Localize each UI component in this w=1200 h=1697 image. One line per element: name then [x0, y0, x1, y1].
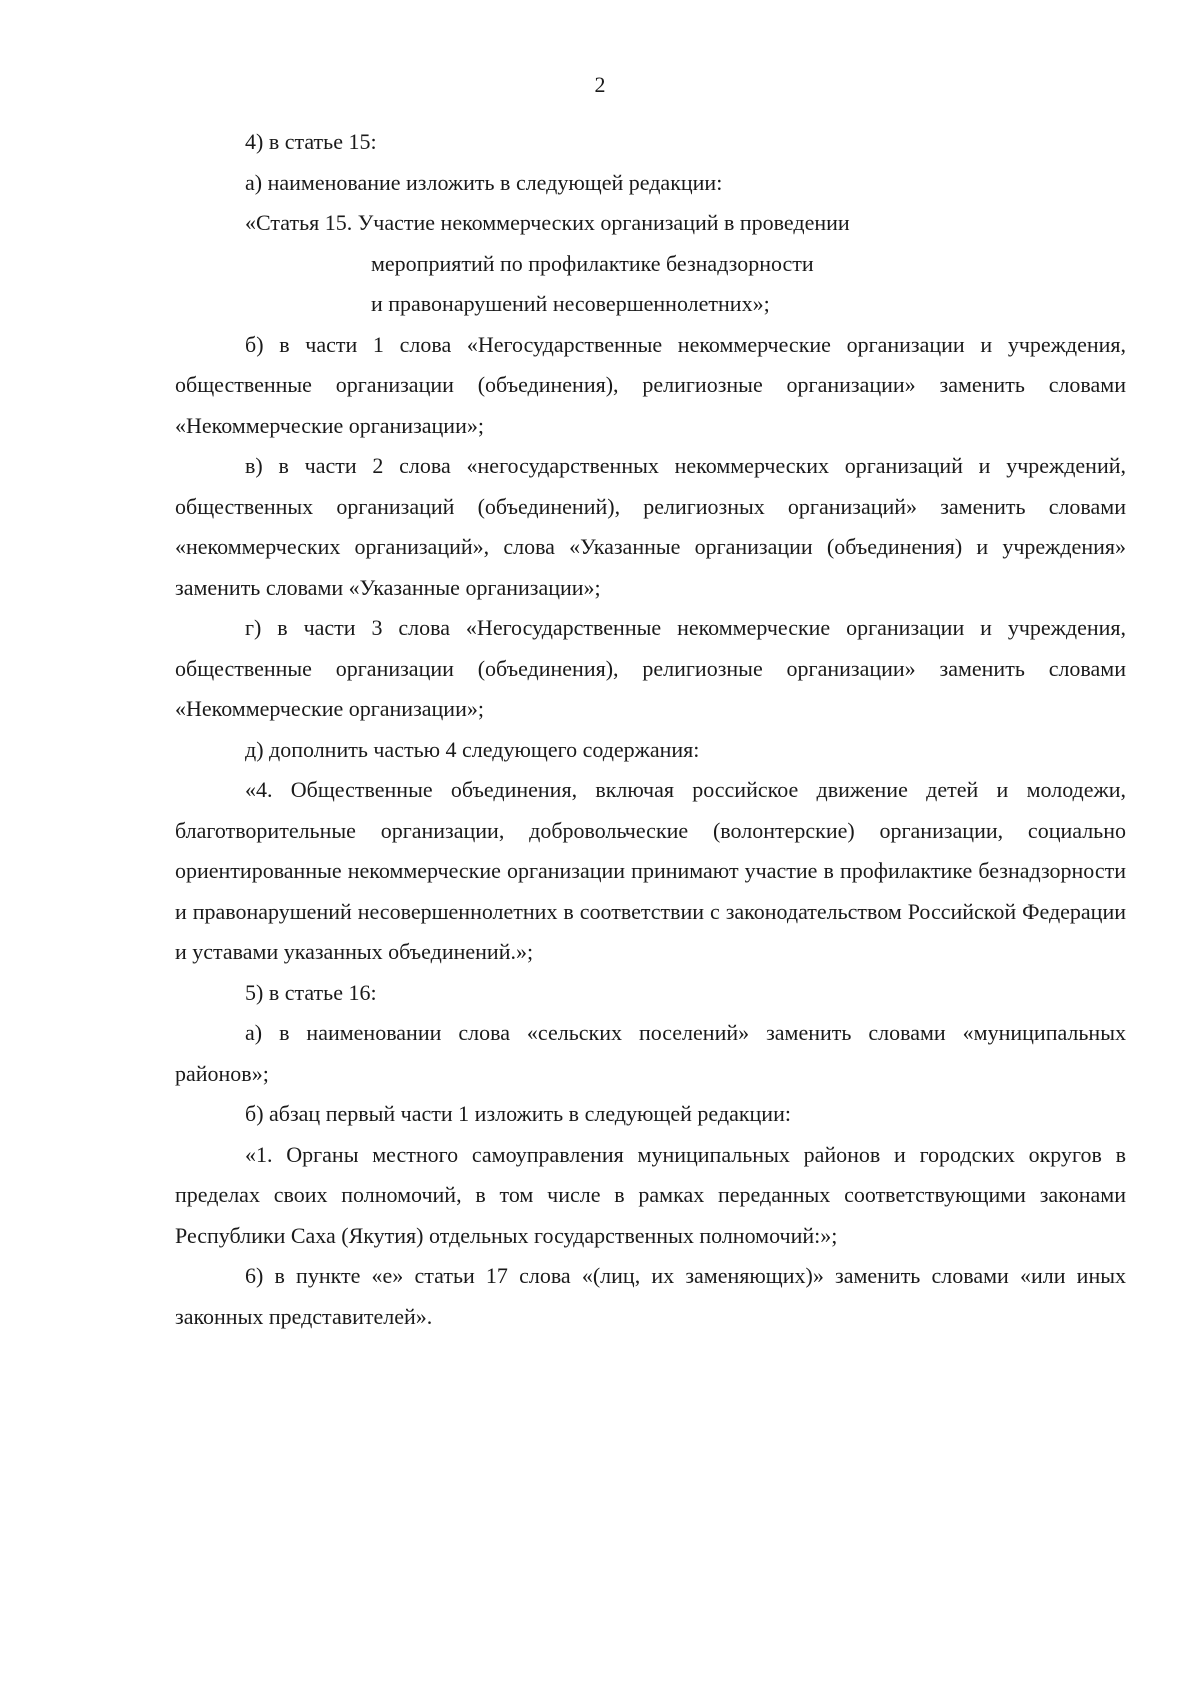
item-6: 6) в пункте «е» статьи 17 слова «(лиц, их заменяющих)» заменить словами «или иных законных представителей».	[175, 1263, 1126, 1329]
item-5: 5) в статье 16:	[245, 979, 377, 1005]
item-4: 4) в статье 15:	[245, 129, 377, 154]
item-4b: б) в части 1 слова «Негосударственные некоммерческие организации и учреждения, общественные организации (объединения), религиозные организации» заменить словами «Некоммерческие организации»;	[175, 331, 1126, 438]
item-5a: а) в наименовании слова «сельских поселений» заменить словами «муниципальных районов»;	[175, 1020, 1126, 1086]
article-title-line-1: «Статья 15. Участие некоммерческих организаций в проведении	[245, 210, 850, 235]
document-body	[175, 122, 1126, 1337]
article-title-line-2: мероприятий по профилактике безнадзорности	[371, 250, 814, 276]
part-1-text: «1. Органы местного самоуправления муниципальных районов и городских округов в пределах своих полномочий, в том числе в рамках переданных соответствующими законами Республики Саха (Якутия) отдельных государственных полномочий:»;	[175, 1141, 1126, 1248]
item-4v: в) в части 2 слова «негосударственных некоммерческих организаций и учреждений, общественных организаций (объединений), религиозных организаций» заменить словами «некоммерческих организаций», слова «Указанные организации (объединения) и учреждения» заменить словами «Указанные организации»;	[175, 453, 1126, 600]
article-title-line-3: и правонарушений несовершеннолетних»;	[371, 291, 770, 316]
item-4g: г) в части 3 слова «Негосударственные некоммерческие организации и учреждения, общественные организации (объединения), религиозные организации» заменить словами «Некоммерческие организации»;	[175, 615, 1126, 721]
page-number: 2	[594, 72, 606, 97]
item-5b: б) абзац первый части 1 изложить в следующей редакции:	[245, 1101, 791, 1126]
item-4d: д) дополнить частью 4 следующего содержания:	[245, 736, 700, 762]
item-4a: а) наименование изложить в следующей редакции:	[245, 169, 723, 195]
part-4-text: «4. Общественные объединения, включая российское движение детей и молодежи, благотворительные организации, добровольческие (волонтерские) организации, социально ориентированные некоммерческие организации принимают участие в профилактике безнадзорности и правонарушений несовершеннолетних в соответствии с законодательством Российской Федерации и уставами указанных объединений.»;	[175, 777, 1126, 964]
